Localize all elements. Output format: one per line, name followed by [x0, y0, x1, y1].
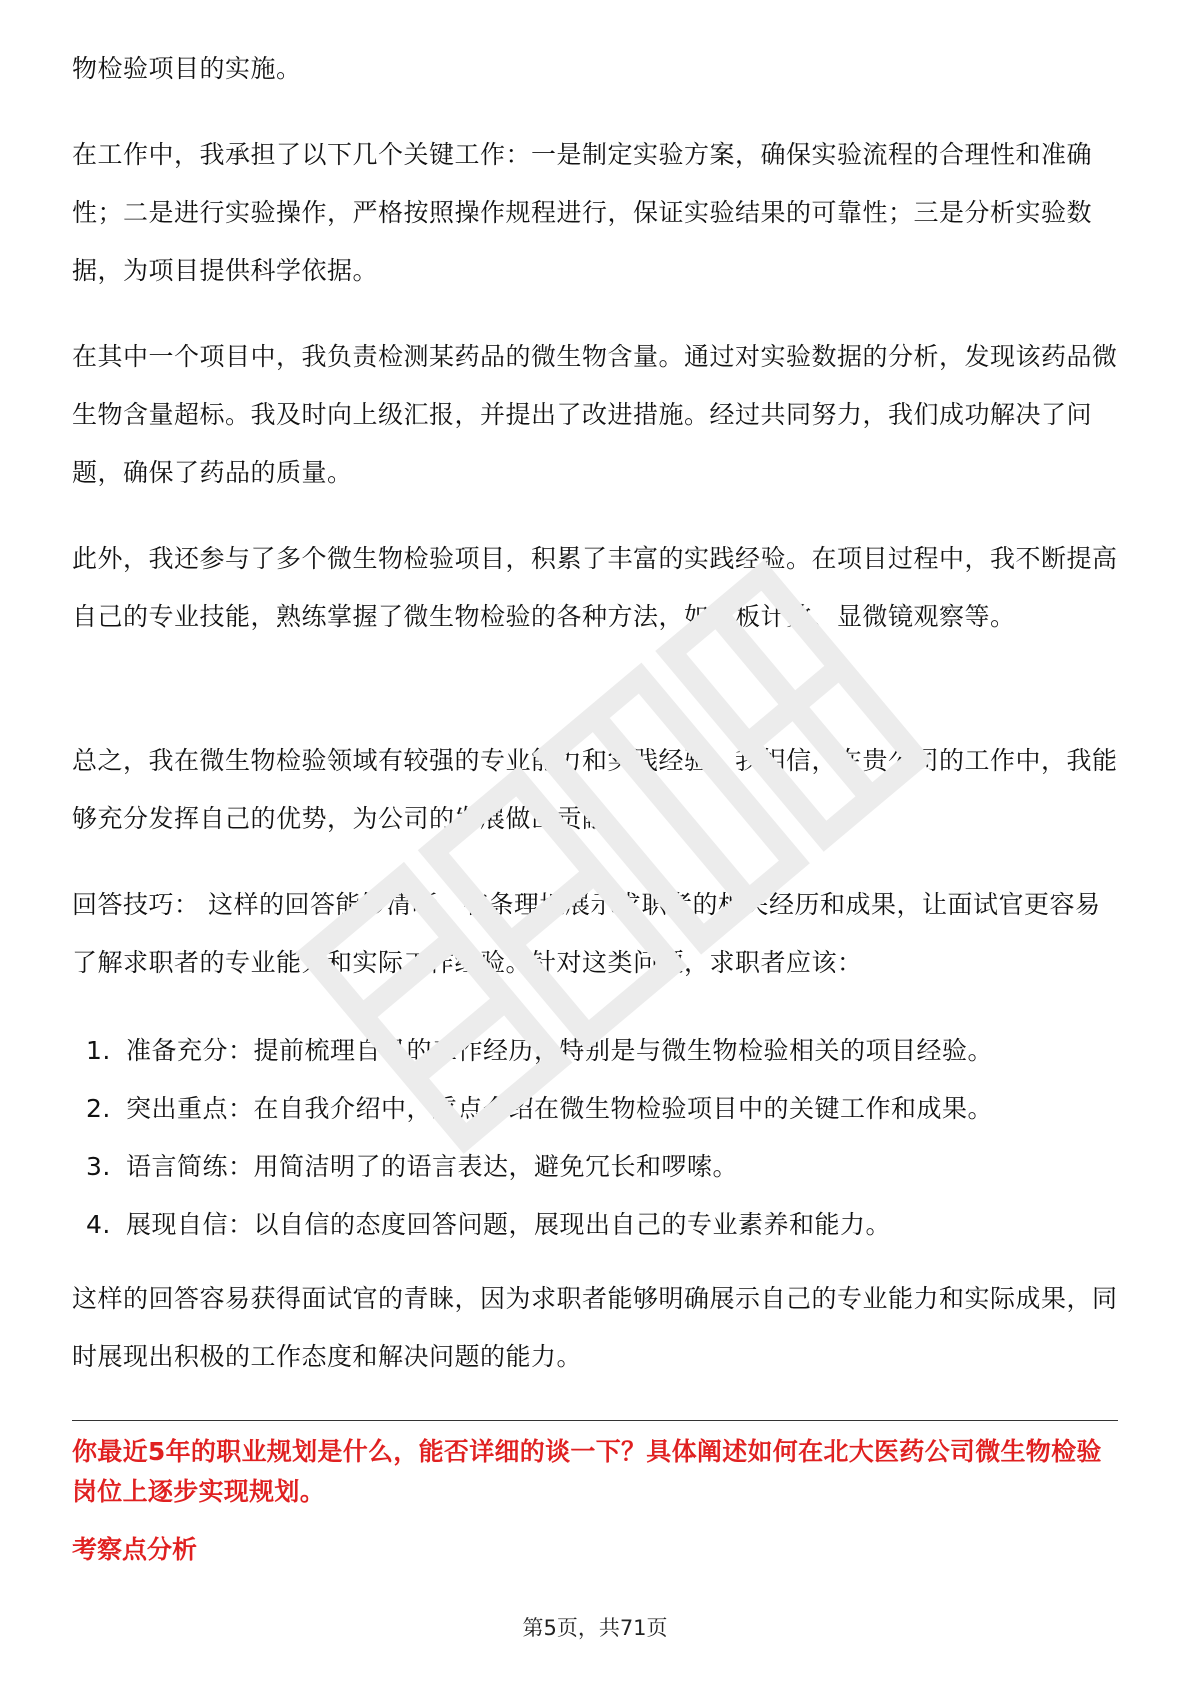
- list-item: [86, 1080, 993, 1138]
- tips-list: [86, 1022, 993, 1254]
- paragraph-intro-tail: 物检验项目的实施。: [72, 54, 302, 83]
- paragraph-project-example: 在其中一个项目中，我负责检测某药品的微生物含量。通过对实验数据的分析，发现该药品微生物含量超标。我及时向上级汇报，并提出了改进措施。经过共同努力，我们成功解决了问题，确保了药品的质量。: [72, 342, 1118, 487]
- section-divider: [72, 1420, 1118, 1421]
- list-item: [86, 1196, 993, 1254]
- list-item-text: 语言简练：用简洁明了的语言表达，避免冗长和啰嗦。: [126, 1152, 739, 1181]
- list-item-number: 4.: [86, 1210, 111, 1239]
- list-item: [86, 1022, 993, 1080]
- paragraph-key-work: 在工作中，我承担了以下几个关键工作：一是制定实验方案，确保实验流程的合理性和准确性；二是进行实验操作，严格按照操作规程进行，保证实验结果的可靠性；三是分析实验数据，为项目提供科学依据。: [72, 140, 1093, 285]
- paragraph-summary: 总之，我在微生物检验领域有较强的专业能力和实践经验。我相信，在贵公司的工作中，我能够充分发挥自己的优势，为公司的发展做出贡献。: [72, 746, 1118, 833]
- paragraph-conclusion: 这样的回答容易获得面试官的青睐，因为求职者能够明确展示自己的专业能力和实际成果，同时展现出积极的工作态度和解决问题的能力。: [72, 1284, 1118, 1371]
- list-item-text: 准备充分：提前梳理自己的工作经历，特别是与微生物检验相关的项目经验。: [126, 1036, 994, 1065]
- list-item-number: 1.: [86, 1036, 111, 1065]
- list-item-text: 突出重点：在自我介绍中，重点介绍在微生物检验项目中的关键工作和成果。: [126, 1094, 994, 1123]
- page-number: 第5页，共71页: [522, 1616, 668, 1640]
- paragraph-answer-tips: 回答技巧： 这样的回答能够清晰、有条理地展示求职者的相关经历和成果，让面试官更容易了解求职者的专业能力和实际工作经验。针对这类问题，求职者应该：: [72, 890, 1101, 977]
- list-item-text: 展现自信：以自信的态度回答问题，展现出自己的专业素养和能力。: [126, 1210, 892, 1239]
- list-item: [86, 1138, 993, 1196]
- list-item-number: 3.: [86, 1152, 111, 1181]
- paragraph-experience: 此外，我还参与了多个微生物检验项目，积累了丰富的实践经验。在项目过程中，我不断提高自己的专业技能，熟练掌握了微生物检验的各种方法，如平板计数、显微镜观察等。: [72, 544, 1118, 631]
- document-page: [72, 0, 1118, 1684]
- list-item-number: 2.: [86, 1094, 111, 1123]
- section-title: 考察点分析: [72, 1535, 198, 1564]
- interview-question: 你最近5年的职业规划是什么，能否详细的谈一下？具体阐述如何在北大医药公司微生物检验岗位上逐步实现规划。: [72, 1437, 1102, 1506]
